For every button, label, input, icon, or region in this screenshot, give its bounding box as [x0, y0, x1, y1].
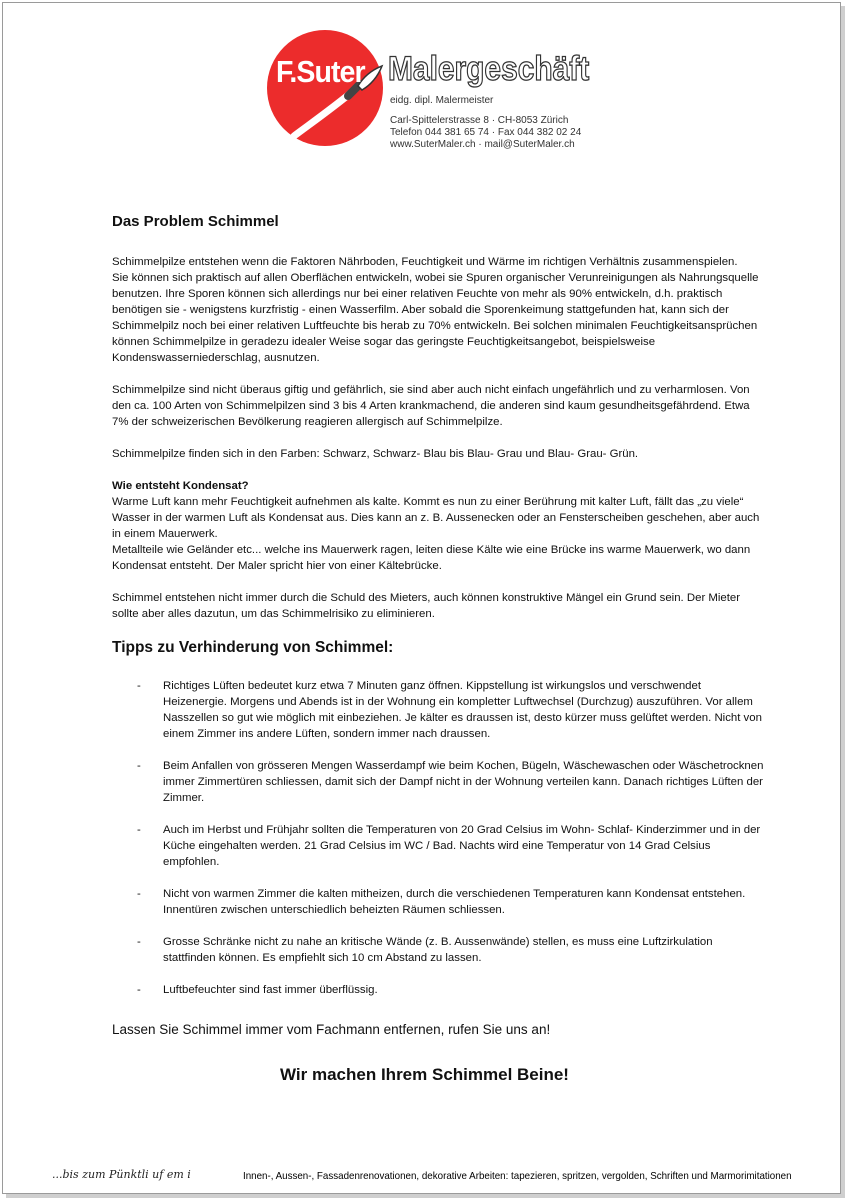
logo-text: F.Suter: [276, 54, 365, 89]
closing-line: Lassen Sie Schimmel immer vom Fachmann entfernen, rufen Sie uns an!: [112, 1022, 551, 1037]
tip-text: Luftbefeuchter sind fast immer überflüssig.: [163, 984, 378, 996]
bullet-dash: -: [137, 680, 141, 692]
document-title: Das Problem Schimmel: [112, 213, 279, 230]
company-address: Carl-Spittelerstrasse 8 · CH-8053 Zürich: [390, 115, 569, 126]
condensate-text-b: Metallteile wie Geländer etc... welche ins Mauerwerk ragen, leiten diese Kälte wie eine Brücke ins warme Mauerwerk, wo dann Kondensat entsteht. Der Maler spricht hier von einer Kältebrücke.: [112, 544, 751, 572]
tip-text: Richtiges Lüften bedeutet kurz etwa 7 Minuten ganz öffnen. Kippstellung ist wirkungslos und verschwendet Heizenergie. Morgens und Abends ist in der Wohnung ein kompletter Luftwechsel (Durchzug) auszuführen. Vor allem Nasszellen so gut wie möglich mit einbeziehen. Je kälter es draussen ist, desto kürzer muss gelüftet werden. Nicht von einem Zimmer ins andere Lüften, sondern immer nach draussen.: [163, 680, 762, 740]
footer-tagline: ...bis zum Pünktli uf em i: [52, 1168, 191, 1181]
tips-list: [112, 678, 764, 998]
bullet-dash: -: [137, 984, 141, 996]
slogan: Wir machen Ihrem Schimmel Beine!: [280, 1065, 569, 1084]
list-item: [112, 982, 764, 998]
paragraph-colors: Schimmelpilze finden sich in den Farben: Schwarz, Schwarz- Blau bis Blau- Grau und Blau- Grau- Grün.: [112, 448, 639, 460]
footer-services: Innen-, Aussen-, Fassadenrenovationen, dekorative Arbeiten: tapezieren, spritzen, vergolden, Schriften und Marmorimitationen: [243, 1171, 792, 1182]
list-item: [112, 934, 764, 966]
paragraph-condensate: [112, 478, 764, 574]
company-name: Malergeschäft: [388, 50, 590, 88]
tip-text: Auch im Herbst und Frühjahr sollten die Temperaturen von 20 Grad Celsius im Wohn- Schlaf- Kinderzimmer und in der Küche eingehalten werden. 21 Grad Celsius im WC / Bad. Nachts wird eine Temperatur von 14 Grad Celsius empfohlen.: [163, 824, 761, 868]
paragraph-danger: Schimmelpilze sind nicht überaus giftig und gefährlich, sie sind aber auch nicht einfach ungefährlich und zu verharmlosen. Von den ca. 100 Arten von Schimmelpilzen sind 3 bis 4 Arten krankmachend, die anderen sind kaum gesundheitsgefährdend. Etwa 7% der schweizerischen Bevölkerung reagieren allergisch auf Schimmelpilze.: [112, 384, 750, 428]
tips-heading: Tipps zu Verhinderung von Schimmel:: [112, 639, 394, 656]
company-phone: Telefon 044 381 65 74 · Fax 044 382 02 24: [390, 127, 582, 138]
tip-text: Grosse Schränke nicht zu nahe an kritische Wände (z. B. Aussenwände) stellen, es muss eine Luftzirkulation stattfinden können. Es empfiehlt sich 10 cm Abstand zu lassen.: [163, 936, 713, 964]
list-item: [112, 758, 764, 806]
tip-text: Beim Anfallen von grösseren Mengen Wasserdampf wie beim Kochen, Bügeln, Wäschewaschen oder Wäschetrocknen immer Zimmertüren schliessen, damit sich der Dampf nicht in der Wohnung verteilen kann. Danach richtiges Lüften der Zimmer.: [163, 760, 764, 804]
bullet-dash: -: [137, 824, 141, 836]
tip-text: Nicht von warmen Zimmer die kalten mitheizen, durch die verschiedenen Temperaturen kann Kondensat entstehen. Innentüren zwischen unterschiedlich beheizten Räumen schliessen.: [163, 888, 746, 916]
condensate-heading: Wie entsteht Kondensat?: [112, 480, 249, 492]
condensate-text-a: Warme Luft kann mehr Feuchtigkeit aufnehmen als kalte. Kommt es nun zu einer Berührung mit kalter Luft, fällt das „zu viele“ Wasser in der warmen Luft als Kondensat aus. Dies kann an z. B. Aussenecken oder an Fensterscheiben geschehen, aber auch in einem Mauerwerk.: [112, 496, 760, 540]
paragraph-intro-a: Schimmelpilze entstehen wenn die Faktoren Nährboden, Feuchtigkeit und Wärme im richtigen Verhältnis zusammenspielen.: [112, 256, 738, 268]
company-subtitle: eidg. dipl. Malermeister: [390, 95, 494, 106]
bullet-dash: -: [137, 760, 141, 772]
bullet-dash: -: [137, 936, 141, 948]
document-body: [112, 212, 764, 1038]
paragraph-intro: [112, 254, 764, 366]
company-web: www.SuterMaler.ch · mail@SuterMaler.ch: [390, 139, 575, 150]
list-item: [112, 886, 764, 918]
paragraph-intro-b: Sie können sich praktisch auf allen Oberflächen entwickeln, wobei sie Spuren organischer Verunreinigungen als Nahrungsquelle benutzen. Ihre Sporen können sich allerdings nur bei einer relativen Feuchte von mehr als 90% entwickeln, d.h. praktisch benötigen sie - wenigstens kurzfristig - einen Wasserfilm. Aber sobald die Sporenkeimung stattgefunden hat, kann sich der Schimmelpilz noch bei einer relativen Luftfeuchte bis herab zu 70% entwickeln. Bei solchen minimalen Feuchtigkeitsansprüchen können Schimmelpilze in geradezu idealer Weise sogar das geringste Feuchtigkeitsangebot, beispielsweise Kondenswasserniederschlag, ausnutzen.: [112, 272, 759, 364]
bullet-dash: -: [137, 888, 141, 900]
list-item: [112, 822, 764, 870]
paragraph-tenant: Schimmel entstehen nicht immer durch die Schuld des Mieters, auch können konstruktive Mängel ein Grund sein. Der Mieter sollte aber alles dazutun, um das Schimmelrisiko zu eliminieren.: [112, 592, 741, 620]
list-item: [112, 678, 764, 742]
